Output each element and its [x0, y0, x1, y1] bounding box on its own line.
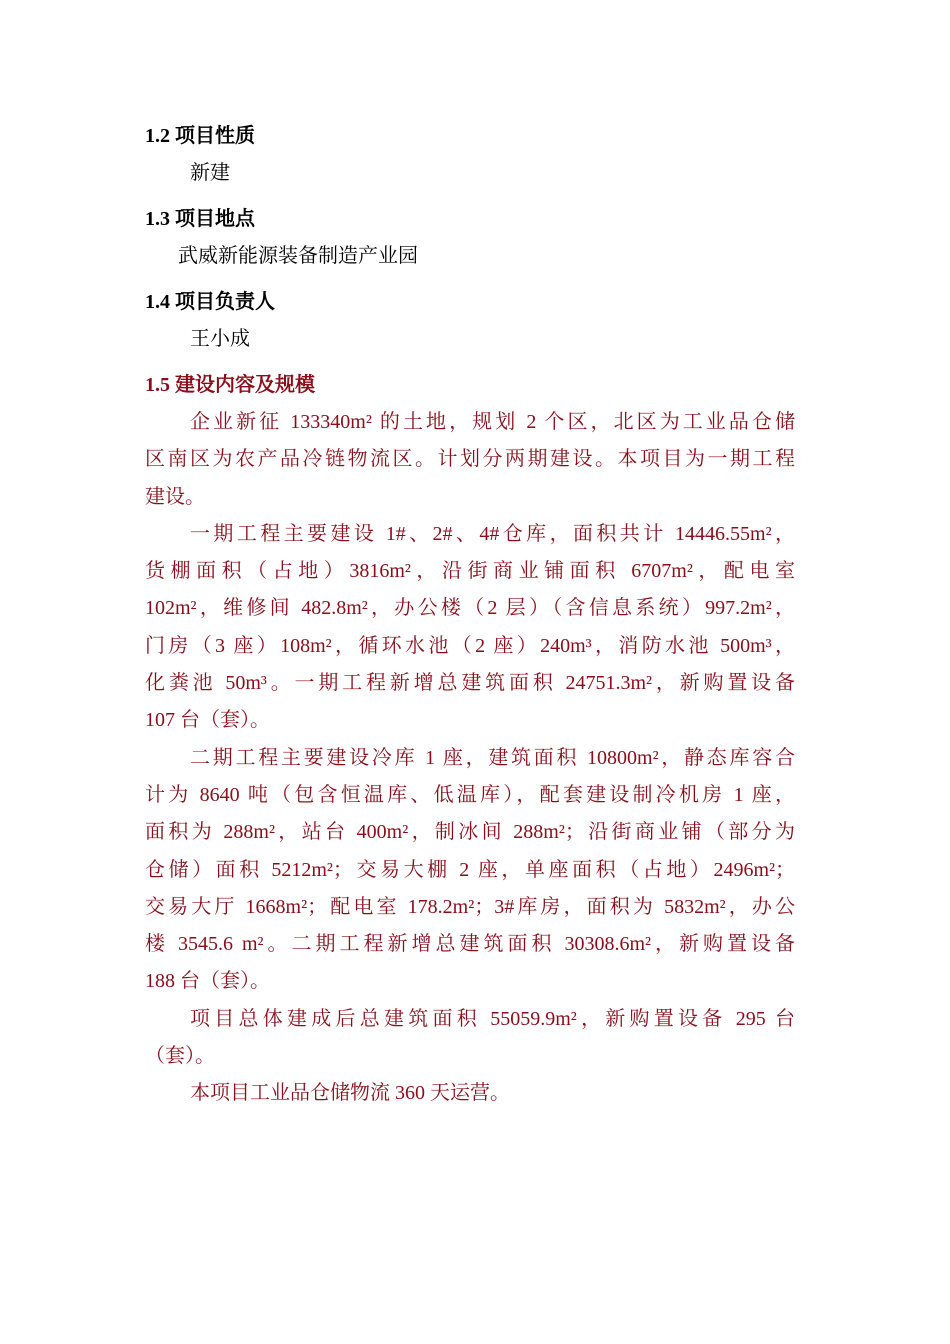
- paragraph-line: 102m²，维修间 482.8m²，办公楼（2 层）（含信息系统）997.2m²，: [145, 597, 795, 620]
- paragraph-line: 门房（3 座）108m²，循环水池（2 座）240m³，消防水池 500m³，: [145, 634, 795, 657]
- paragraph-line: 楼 3545.6 m²。二期工程新增总建筑面积 30308.6m²，新购置设备: [145, 933, 795, 956]
- paragraph-line: 项目总体建成后总建筑面积 55059.9m²，新购置设备 295 台: [190, 1007, 795, 1030]
- heading-project-leader: 1.4 项目负责人: [145, 291, 275, 313]
- paragraph-line: 企业新征 133340m² 的土地，规划 2 个区，北区为工业品仓储: [190, 411, 795, 433]
- paragraph-operation: [145, 1075, 795, 1112]
- paragraph-land: [145, 404, 795, 516]
- paragraph-line: 一期工程主要建设 1#、2#、4#仓库，面积共计 14446.55m²，: [190, 522, 795, 545]
- paragraph-line: 二期工程主要建设冷库 1 座，建筑面积 10800m²，静态库容合: [190, 746, 795, 769]
- paragraph-phase-two: [145, 740, 795, 1001]
- paragraph-phase-one: [145, 516, 795, 740]
- text-project-location: 武威新能源装备制造产业园: [178, 245, 418, 267]
- paragraph-line: 面积为 288m²，站台 400m²，制冰间 288m²；沿街商业铺（部分为: [145, 821, 795, 844]
- text-project-nature: 新建: [190, 162, 230, 184]
- heading-project-nature: 1.2 项目性质: [145, 125, 255, 147]
- paragraph-line: 货棚面积（占地）3816m²，沿街商业铺面积 6707m²，配电室: [145, 560, 795, 583]
- paragraph-line: 建设。: [145, 485, 205, 508]
- paragraph-line: 交易大厅 1668m²；配电室 178.2m²；3#库房，面积为 5832m²，办公: [145, 895, 795, 918]
- paragraph-line: 仓储）面积 5212m²；交易大棚 2 座，单座面积（占地）2496m²；: [145, 858, 795, 881]
- document-page: [145, 118, 795, 1113]
- paragraph-line: （套）。: [145, 1045, 215, 1068]
- paragraph-line: 本项目工业品仓储物流 360 天运营。: [190, 1082, 510, 1105]
- paragraph-line: 化粪池 50m³。一期工程新增总建筑面积 24751.3m²，新购置设备: [145, 672, 795, 695]
- paragraph-line: 计为 8640 吨（包含恒温库、低温库），配套建设制冷机房 1 座，: [145, 783, 795, 806]
- paragraph-line: 区南区为农产品冷链物流区。计划分两期建设。本项目为一期工程: [145, 448, 795, 471]
- heading-project-location: 1.3 项目地点: [145, 208, 255, 230]
- text-project-leader: 王小成: [190, 328, 250, 350]
- heading-construction-scale: 1.5 建设内容及规模: [145, 374, 315, 396]
- paragraph-total: [145, 1001, 795, 1076]
- paragraph-line: 188 台（套）。: [145, 970, 270, 993]
- paragraph-line: 107 台（套）。: [145, 709, 270, 732]
